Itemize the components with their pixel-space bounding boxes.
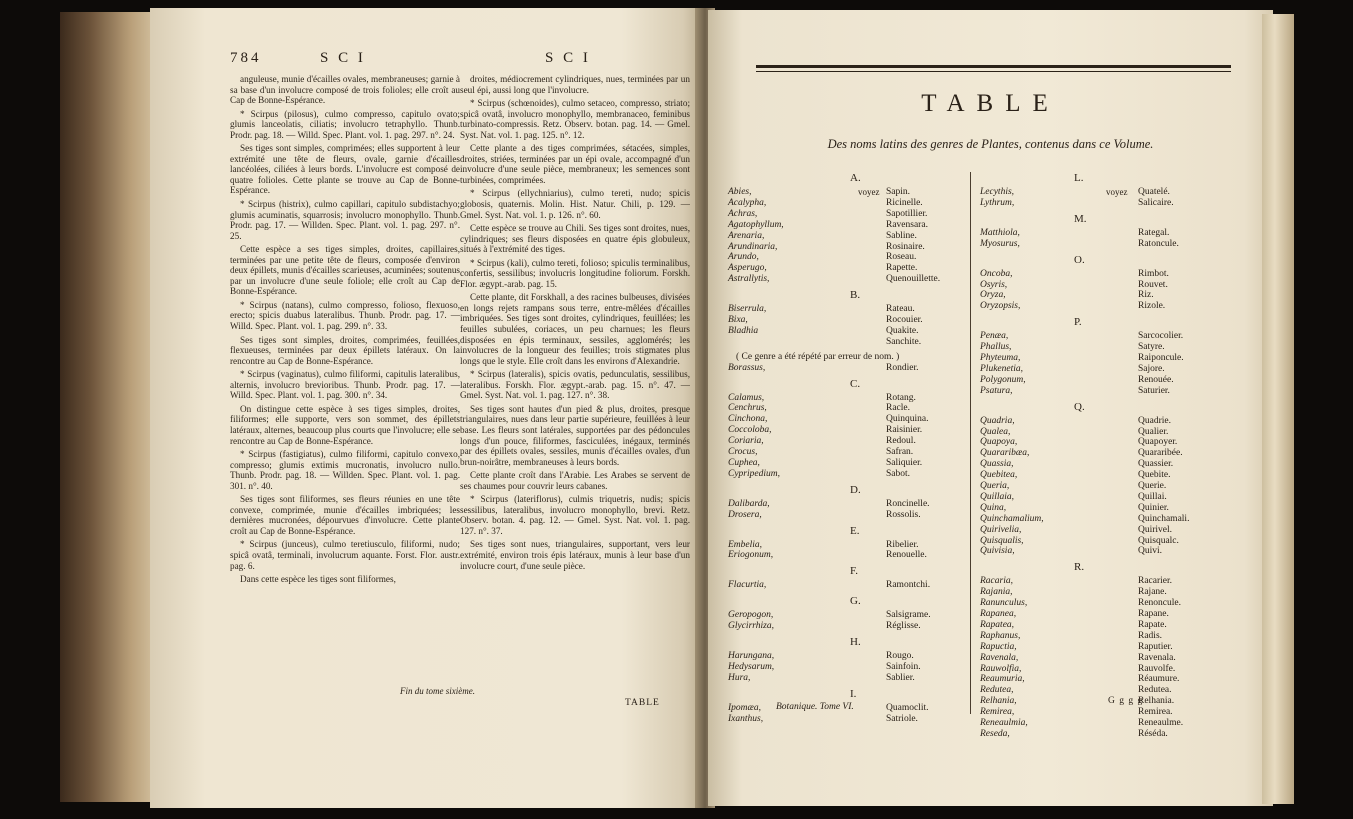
latin-name: Quadria,	[980, 415, 1015, 426]
french-name: Sainfoin.	[886, 661, 921, 672]
paragraph: * Scirpus (ellychniarius), culmo tereti, nudo; spicis globosis, quaternis. Molin. Hist. Natur. Chili, p. 129. — Gmel. Syst. Nat. vol. 1. p. 126. n°. 60.	[460, 188, 690, 220]
paragraph: Cette espèce a ses tiges simples, droites, capillaires, terminées par une petite tête de fleurs, composée d'environ deux épillets, munis d'écailles scarieuses, acuminées; soutenus par un involucre d'une seule foliole; elle croît au Cap de Bonne-Espérance.	[230, 244, 460, 297]
paragraph: * Scirpus (vaginatus), culmo filiformi, capitulis lateralibus, alternis, involucro brevioribus. Thunb. Prodr. pag. 17. — Willd. Spec. Plant. vol. 1. pag. 300. n°. 34.	[230, 369, 460, 401]
section-letter: I.	[850, 687, 857, 700]
latin-name: Glycirrhiza,	[728, 621, 775, 632]
latin-name: Arundo,	[728, 252, 759, 263]
french-name: Rouvet.	[1138, 279, 1168, 290]
latin-name: Matthiola,	[980, 227, 1020, 238]
french-name: Quenouillette.	[886, 274, 941, 285]
french-name: Quisqualc.	[1138, 535, 1179, 546]
latin-name: Quassia,	[980, 459, 1014, 470]
latin-name: Biserrula,	[728, 304, 767, 315]
french-name: Rossolis.	[886, 509, 921, 520]
latin-name: Rapatea,	[980, 619, 1015, 630]
left-page-edges	[60, 12, 160, 802]
latin-name: Redutea,	[980, 685, 1014, 696]
french-name: Satyre.	[1138, 342, 1165, 353]
paragraph: Ses tiges sont filiformes, ses fleurs réunies en une tête convexe, comprimée, munie d'écailles imbriquées; les dernières mucronées, dépourvues d'involucre. Cette plante croît au Cap de Bonne-Espérance.	[230, 494, 460, 536]
column-divider	[970, 172, 971, 714]
latin-name: Hura,	[728, 672, 751, 683]
latin-name: Acalypha,	[728, 197, 767, 208]
paragraph: Cette plante a des tiges comprimées, sétacées, simples, droites, striées, terminées par un épi ovale, accompagné d'un involucre d'une seule pièce, membraneux; les semences sont turbinées, comprimées.	[460, 143, 690, 185]
french-name: Quatelé.	[1138, 187, 1170, 197]
latin-name: Astrallytis,	[728, 274, 770, 285]
latin-name: Drosera,	[728, 509, 762, 520]
latin-name: Agatophyllum,	[728, 219, 784, 230]
paragraph: * Scirpus (kali), culmo tereti, folioso; spiculis terminalibus, confertis, sessilibus; involucris longitudine foliorum. Forskh. Flor. ægypt.-arab. pag. 15.	[460, 257, 690, 289]
french-name: Riz.	[1138, 290, 1154, 301]
table-subtitle: Des noms latins des genres de Plantes, contenus dans ce Volume.	[827, 137, 1154, 151]
section-letter: Q.	[1074, 400, 1085, 413]
latin-name: Reneaulmia,	[980, 718, 1028, 728]
french-name: Quivi.	[1138, 546, 1163, 557]
section-letter: H.	[850, 636, 861, 648]
french-name: Remirea.	[1138, 707, 1173, 718]
catchword: TABLE	[625, 698, 660, 708]
latin-name: Qualea,	[980, 426, 1011, 437]
latin-name: Quina,	[980, 502, 1007, 513]
paragraph: * Scirpus (lateriflorus), culmis triquetris, nudis; spicis sessilibus, lateralibus, involucro monophyllo, brevi. Retz. Observ. botan. 4. pag. 12. — Gmel. Syst. Nat. vol. 1. pag. 127. n°. 37.	[460, 494, 690, 536]
latin-name: Oryza,	[980, 290, 1006, 301]
french-name: Rougo.	[886, 651, 914, 661]
section-letter: D.	[850, 483, 861, 496]
latin-name: Oryzopsis,	[980, 301, 1021, 312]
left-page	[150, 8, 705, 808]
french-name: Réséda.	[1138, 728, 1168, 739]
latin-name: Geropogon,	[728, 610, 774, 621]
latin-name: Racaria,	[980, 576, 1013, 587]
latin-name: Rauwolfia,	[980, 663, 1022, 674]
table-title: TABLE	[921, 90, 1060, 117]
french-name: Qualier.	[1138, 426, 1169, 437]
french-name: Renouée.	[1138, 374, 1174, 385]
paragraph: Cette plante croît dans l'Arabie. Les Arabes se servent de ses chaumes pour couvrir leurs cabanes.	[460, 470, 690, 491]
latin-name: Ixanthus,	[728, 713, 764, 724]
french-name: Réglisse.	[886, 621, 921, 632]
signature-mark: G g g g	[1108, 696, 1144, 706]
latin-name: Quinchamalium,	[980, 513, 1044, 524]
paragraph: * Scirpus (schœnoides), culmo setaceo, compresso, striato; spicâ ovatâ, involucro monophyllo, membranaceo, feminibus turbinato-compressis. Retz. Observ. botan. pag. 14. — Gmel. Syst. Nat. vol. 1. pag. 125. n°. 12.	[460, 98, 690, 140]
section-letter: E.	[850, 524, 860, 537]
french-name: Sapin.	[886, 187, 911, 197]
latin-name: Borassus,	[728, 362, 766, 373]
latin-name: Plukenetia,	[980, 363, 1023, 374]
paragraph: * Scirpus (pilosus), culmo compresso, capitulo ovato; glumis lanceolatis, ciliatis; involucro tetraphyllo. Thunb. Prodr. pag. 18. — Willd. Spec. Plant. vol. 1. pag. 297. n°. 24.	[230, 108, 460, 140]
latin-name: Quisqualis,	[980, 535, 1024, 546]
french-name: Redoul.	[886, 436, 916, 447]
latin-name: Quillaia,	[980, 491, 1015, 502]
section-letter: P.	[1074, 316, 1082, 329]
latin-name: Asperugo,	[728, 263, 767, 274]
french-name: Roncinelle.	[886, 498, 930, 509]
french-name: Ramontchi.	[886, 580, 931, 591]
french-name: Raputier.	[1138, 641, 1173, 652]
french-name: Ravenala.	[1138, 652, 1176, 663]
right-page-edges	[1262, 14, 1294, 804]
french-name: Ratoncule.	[1138, 238, 1179, 249]
latin-name: Rapanea,	[980, 609, 1017, 619]
french-name: Rapate.	[1138, 619, 1167, 630]
latin-name: Rapuctia,	[980, 641, 1017, 652]
latin-name: Psatura,	[980, 385, 1013, 396]
latin-name: Achras,	[728, 208, 758, 219]
french-name: Quebite.	[1138, 470, 1171, 481]
latin-name: Crocus,	[728, 447, 758, 457]
latin-name: Reseda,	[980, 728, 1010, 739]
french-name: Rapette.	[886, 263, 918, 274]
french-name: Sablier.	[886, 672, 915, 683]
french-name: Querie.	[1138, 481, 1167, 491]
index-note: ( Ce genre a été répété par erreur de nom. )	[736, 351, 900, 362]
section-letter: F.	[850, 565, 858, 578]
paragraph: Ses tiges sont simples, comprimées; elles supportent à leur extrémité une tête de fleurs, ovale, garnie d'écailles lancéolées, ciliées à leurs bords. L'involucre est composé de quatre folioles. Cette plante se trouve au Cap de Bonne-Espérance.	[230, 143, 460, 196]
french-name: Ricinelle.	[886, 197, 923, 208]
paragraph: * Scirpus (lateralis), spicis ovatis, pedunculatis, sessilibus, lateralibus. Forskh. Flor. ægypt.-arab. pag. 15. n°. 47. — Gmel. Syst. Nat. vol. 1. pag. 127. n°. 38.	[460, 369, 690, 401]
section-letter: O.	[1074, 253, 1085, 266]
french-name: Ravensara.	[886, 219, 928, 230]
paragraph: Cette plante, dit Forskhall, a des racines bulbeuses, divisées en longs rejets rampans sous terre, entre-mêlées d'écailles imbriquées. Ses tiges sont droites, cylindriques, feuillées; les feuilles subulées, coriaces, un peu charnues; les fleurs disposées en épis terminaux, sessiles, agglomérés; les involucres de la longueur des feuilles; trois stigmates plus longs que le style. Elle croît dans les environs d'Alexandrie.	[460, 292, 690, 366]
french-name: Sanchite.	[886, 336, 922, 347]
latin-name: Phyteuma,	[980, 353, 1021, 363]
latin-name: Quirivelia,	[980, 524, 1022, 535]
latin-name: Coccoloba,	[728, 425, 772, 436]
voyez-label: voyez	[858, 187, 880, 197]
latin-name: Arundinaria,	[728, 241, 778, 252]
french-name: Saliquier.	[886, 457, 923, 468]
page-number: 784	[230, 50, 262, 66]
paragraph: droites, médiocrement cylindriques, nues, terminées par un seul épi, aussi long que l'involucre.	[460, 74, 690, 95]
latin-name: Cypripedium,	[728, 468, 780, 479]
left-column-1	[230, 74, 460, 588]
french-name: Radis.	[1138, 630, 1163, 641]
section-letter: A.	[850, 172, 861, 184]
latin-name: Abies,	[728, 187, 752, 197]
french-name: Sabot.	[886, 468, 911, 479]
paragraph: Dans cette espèce les tiges sont filiformes,	[240, 574, 396, 585]
latin-name: Arenaria,	[728, 230, 765, 241]
french-name: Saturier.	[1138, 385, 1170, 396]
latin-name: Ipomæa,	[728, 702, 761, 713]
section-letter: C.	[850, 377, 861, 390]
french-name: Rizole.	[1138, 301, 1166, 312]
french-name: Quinquina.	[886, 414, 929, 425]
french-name: Relhania.	[1138, 696, 1175, 707]
french-name: Racarier.	[1138, 576, 1173, 587]
paragraph: Cette espèce se trouve au Chili. Ses tiges sont droites, nues, cylindriques; ses fleurs disposées en quatre épis globuleux, situés à l'extrémité des tiges.	[460, 223, 690, 255]
paragraph: Ses tiges sont nues, triangulaires, supportant, vers leur extrémité, environ trois épis latéraux, munis à leur base d'un involucre court, d'une seule pièce.	[460, 539, 690, 571]
french-name: Salicaire.	[1138, 197, 1174, 208]
french-name: Quassier.	[1138, 459, 1174, 470]
french-name: Raiponcule.	[1138, 353, 1184, 363]
french-name: Sabline.	[886, 230, 917, 241]
french-name: Rapane.	[1138, 609, 1169, 619]
section-letter: B.	[850, 289, 861, 302]
voyez-label: voyez	[1106, 187, 1128, 197]
latin-name: Flacurtia,	[728, 580, 767, 591]
latin-name: Relhania,	[980, 696, 1017, 707]
french-name: Quamoclit.	[886, 702, 929, 713]
latin-name: Calamus,	[728, 392, 765, 403]
section-letter: G.	[850, 595, 861, 608]
french-name: Quinier.	[1138, 502, 1169, 513]
french-name: Quirivel.	[1138, 524, 1173, 535]
latin-name: Embelia,	[728, 539, 763, 550]
latin-name: Oncoba,	[980, 268, 1013, 279]
latin-name: Hedysarum,	[728, 661, 775, 672]
running-head-right: S C I	[545, 50, 591, 66]
paragraph: * Scirpus (natans), culmo compresso, folioso, flexuoso, erecto; spicis duabus lateralibus. Thunb. Prodr. pag. 17. — Willd. Spec. Plant. vol. 1. pag. 299. n°. 33.	[230, 299, 460, 332]
section-letter: L.	[1074, 172, 1084, 184]
french-name: Rotang.	[886, 392, 916, 403]
french-name: Rauvolfe.	[1138, 663, 1176, 674]
latin-name: Remirea,	[980, 707, 1015, 718]
latin-name: Reaumuria,	[980, 674, 1025, 685]
latin-name: Harungana,	[728, 651, 775, 661]
latin-name: Raphanus,	[980, 630, 1021, 641]
paragraph: anguleuse, munie d'écailles ovales, membraneuses; garnie à sa base d'un involucre composé de trois folioles; elle croît au Cap de Bonne-Espérance.	[230, 74, 460, 106]
french-name: Rategal.	[1138, 227, 1170, 238]
french-name: Racle.	[886, 403, 911, 414]
latin-name: Lythrum,	[980, 197, 1015, 208]
latin-name: Rajania,	[980, 587, 1013, 598]
latin-name: Lecythis,	[980, 187, 1015, 197]
latin-name: Myosurus,	[980, 238, 1020, 249]
french-name: Ribelier.	[886, 539, 919, 550]
latin-name: Quebitea,	[980, 470, 1018, 481]
paragraph: * Scirpus (junceus), culmo teretiusculo, filiformi, nudo; spicâ ovatâ, terminali, involucrum aquante. Forst. Flor. austr. pag. 6.	[230, 539, 460, 571]
end-note: Fin du tome sixième.	[400, 686, 475, 696]
french-name: Sajore.	[1138, 363, 1165, 374]
left-column-2	[460, 74, 690, 574]
french-name: Quinchamali.	[1138, 513, 1190, 524]
french-name: Quararibée.	[1138, 448, 1183, 459]
french-name: Rateau.	[886, 304, 915, 315]
paragraph: Ses tiges sont hautes d'un pied & plus, droites, presque triangulaires, nues dans leur partie supérieure, feuillées à leur base. Les fleurs sont latérales, supportées par des pédoncules longs d'un pouce, filiformes, fasciculées, inégaux, terminés par des épillets ovales, sessiles, munis d'écailles ovales, d'un brun-noirâtre, membraneuses à leurs bords.	[460, 403, 690, 467]
paragraph: Ses tiges sont simples, droites, comprimées, feuillées, flexueuses, terminées par deux épillets latéraux. On la rencontre au Cap de Bonne-Espérance.	[230, 334, 460, 366]
french-name: Redutea.	[1138, 685, 1172, 696]
paragraph: On distingue cette espèce à ses tiges simples, droites, filiformes; elle supporte, vers son sommet, des épillets latéraux, alternes, beaucoup plus courts que l'involucre; elle se rencontre au Cap de Bonne-Espérance.	[230, 403, 460, 446]
french-name: Roseau.	[886, 252, 917, 263]
french-name: Quakite.	[886, 325, 919, 336]
latin-name: Ranunculus,	[980, 598, 1028, 609]
right-page	[708, 10, 1273, 806]
running-head-left: S C I	[320, 50, 366, 66]
latin-name: Ravenala,	[980, 652, 1019, 663]
footer-volume: Botanique. Tome VI.	[776, 702, 854, 712]
french-name: Quillai.	[1138, 491, 1167, 502]
latin-name: Queria,	[980, 481, 1010, 491]
french-name: Sapotillier.	[886, 208, 928, 219]
french-name: Rosinaire.	[886, 241, 925, 252]
french-name: Quadrie.	[1138, 415, 1171, 426]
latin-name: Polygonum,	[980, 374, 1026, 385]
french-name: Raisinier.	[886, 425, 923, 436]
latin-name: Cinchona,	[728, 414, 768, 425]
french-name: Rajane.	[1138, 587, 1167, 598]
french-name: Reneaulme.	[1138, 718, 1184, 728]
latin-name: Osyris,	[980, 279, 1008, 290]
french-name: Renouelle.	[886, 550, 927, 561]
latin-name: Phallus,	[980, 342, 1012, 353]
latin-name: Penæa,	[980, 331, 1009, 342]
latin-name: Quivisia,	[980, 546, 1015, 557]
paragraph: * Scirpus (histrix), culmo capillari, capitulo subdistachyo; glumis acuminatis, squarrosis; involucro monophyllo. Thunb. Prodr. pag. 17. — Willden. Spec. Plant. vol. 1. pag. 297. n°. 25.	[230, 199, 460, 241]
latin-name: Quapoya,	[980, 437, 1018, 448]
latin-name: Cuphea,	[728, 457, 760, 468]
french-name: Salsigrame.	[886, 610, 931, 621]
french-name: Satriole.	[886, 713, 918, 724]
latin-name: Bladhia	[728, 325, 759, 336]
latin-name: Eriogonum,	[728, 550, 774, 561]
french-name: Rocouier.	[886, 315, 923, 325]
paragraph: * Scirpus (fastigiatus), culmo filiformi, capitulo convexo, compresso; glumis extimis mucronatis, involucro nullo. Thunb. Prodr. pag. 18. — Willden. Spec. Plant. vol. 1. pag. 301. n°. 40.	[230, 449, 460, 491]
latin-name: Coriaria,	[728, 436, 764, 447]
latin-name: Quararibæa,	[980, 448, 1030, 459]
french-name: Rondier.	[886, 362, 919, 373]
latin-name: Cenchrus,	[728, 403, 767, 414]
latin-name: Dalibarda,	[728, 498, 770, 509]
section-letter: M.	[1074, 212, 1087, 225]
french-name: Safran.	[886, 447, 914, 457]
section-letter: R.	[1074, 561, 1085, 574]
french-name: Rimbot.	[1138, 268, 1169, 279]
french-name: Quapoyer.	[1138, 437, 1178, 448]
french-name: Renoncule.	[1138, 598, 1182, 609]
french-name: Réaumure.	[1138, 674, 1180, 685]
french-name: Sarcocolier.	[1138, 331, 1184, 342]
latin-name: Bixa,	[728, 315, 748, 325]
header-rule	[756, 65, 1231, 72]
